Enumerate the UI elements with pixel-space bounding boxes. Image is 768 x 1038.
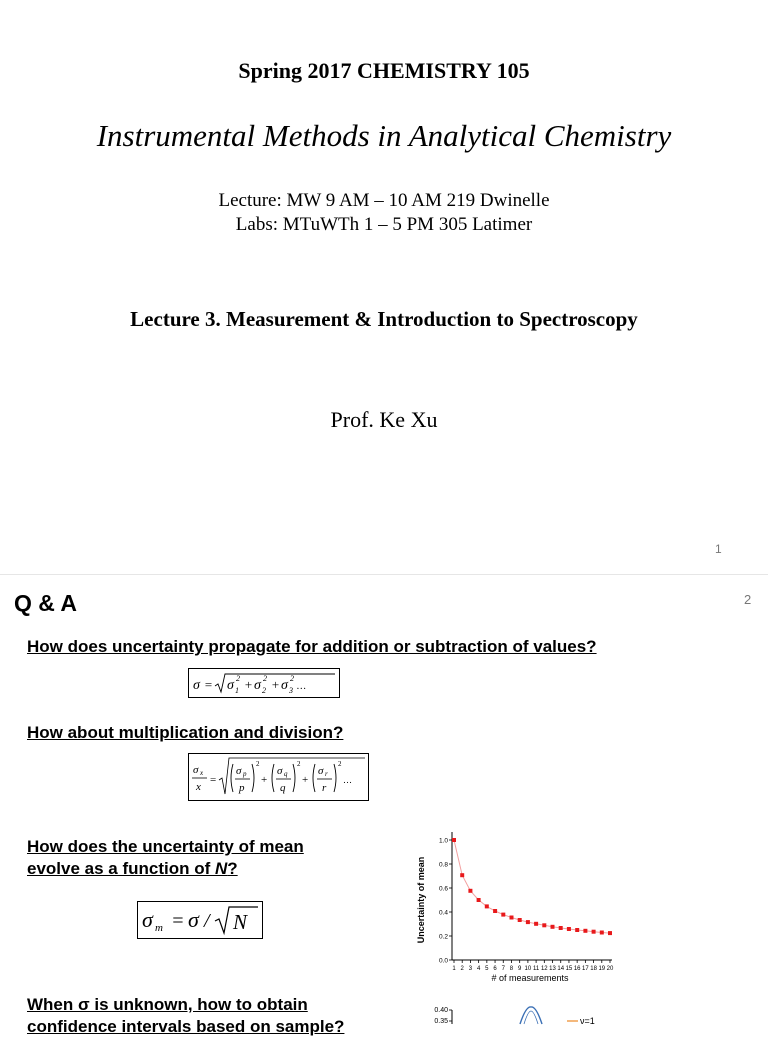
svg-text:=: = <box>204 677 213 692</box>
chart-y-axis-label: Uncertainty of mean <box>416 856 426 944</box>
svg-text:/: / <box>204 910 210 932</box>
x-tick-label: 17 <box>582 966 589 972</box>
svg-text:x: x <box>200 769 204 777</box>
svg-text:σ: σ <box>227 678 234 693</box>
svg-text:m: m <box>155 922 163 934</box>
uncertainty-chart-svg <box>410 826 620 986</box>
data-point <box>608 931 612 935</box>
x-tick-label: 3 <box>468 966 473 972</box>
formula-multiplication <box>188 753 369 801</box>
question-mean-line1: How does the uncertainty of mean <box>27 837 304 856</box>
data-point <box>542 923 546 927</box>
page-divider <box>0 574 768 575</box>
x-tick-label: 20 <box>606 966 614 972</box>
svg-text:2: 2 <box>290 674 294 683</box>
q3-post: ? <box>227 859 238 878</box>
slide-title: Q & A <box>14 590 78 616</box>
x-tick-label: 1 <box>452 966 456 972</box>
svg-text:σ: σ <box>236 765 242 777</box>
data-point <box>575 928 579 932</box>
svg-text:=: = <box>210 774 217 786</box>
x-tick-label: 8 <box>509 966 514 972</box>
x-tick-label: 19 <box>598 966 606 972</box>
svg-text:σ: σ <box>318 765 324 777</box>
svg-text:2: 2 <box>256 760 260 768</box>
x-tick-label: 7 <box>501 966 505 972</box>
svg-text:…: … <box>297 681 306 692</box>
course-title: Spring 2017 CHEMISTRY 105 <box>238 58 530 83</box>
data-point <box>452 838 456 842</box>
svg-text:1: 1 <box>235 686 239 695</box>
data-point <box>551 925 555 929</box>
svg-text:+: + <box>244 677 253 692</box>
y-tick-label: 0.2 <box>438 933 448 941</box>
question-confidence-line2: confidence intervals based on sample? <box>27 1017 345 1036</box>
y-tick-label: 0.8 <box>438 861 448 869</box>
y-tick-label: 0.4 <box>438 909 448 917</box>
question-addition: How does uncertainty propagate for addition or subtraction of values? <box>27 637 597 656</box>
t-curve <box>520 1007 542 1024</box>
t-distribution-chart <box>420 1002 610 1029</box>
x-tick-label: 2 <box>460 966 464 972</box>
data-point <box>510 916 514 920</box>
data-point <box>468 889 472 893</box>
page-number: 1 <box>715 542 722 556</box>
data-point <box>600 931 604 935</box>
svg-text:p: p <box>239 782 245 794</box>
x-tick-label: 6 <box>493 966 497 972</box>
data-point <box>477 898 481 902</box>
x-tick-label: 14 <box>557 966 565 972</box>
y-tick-label: 0.0 <box>438 957 448 965</box>
svg-text:q: q <box>280 782 286 794</box>
question-multiplication: How about multiplication and division? <box>27 723 344 742</box>
course-subtitle: Instrumental Methods in Analytical Chemistry <box>96 118 672 153</box>
formula-mean-graphic <box>138 902 262 938</box>
t-chart-ytick-label: 0.35 <box>434 1018 448 1025</box>
data-point <box>567 927 571 931</box>
svg-text:+: + <box>302 774 309 786</box>
q3-pre: evolve as a function of <box>27 859 215 878</box>
t-curve-inner <box>524 1011 538 1024</box>
question-mean-line2 <box>27 858 238 880</box>
svg-text:x: x <box>196 781 201 793</box>
x-tick-label: 15 <box>565 966 573 972</box>
svg-text:=: = <box>171 910 185 932</box>
data-point <box>460 873 464 877</box>
data-point <box>501 913 505 917</box>
svg-text:σ: σ <box>188 907 199 932</box>
svg-text:σ: σ <box>142 907 153 932</box>
x-tick-label: 18 <box>590 966 597 972</box>
t-legend-label: ν=1 <box>580 1016 595 1026</box>
svg-text:σ: σ <box>193 764 199 776</box>
data-point <box>485 904 489 908</box>
formula-mean <box>137 901 263 939</box>
formula-addition-graphic <box>189 669 339 697</box>
formula-multiplication-graphic <box>189 754 368 800</box>
data-point <box>493 909 497 913</box>
t-chart-ytick-label: 0.40 <box>434 1007 448 1014</box>
svg-text:σ: σ <box>281 678 288 693</box>
x-tick-label: 12 <box>540 966 548 972</box>
svg-text:q: q <box>284 770 288 778</box>
svg-text:r: r <box>325 770 328 778</box>
lecture-title: Lecture 3. Measurement & Introduction to Spectroscopy <box>130 307 638 331</box>
data-point <box>526 920 530 924</box>
svg-text:3: 3 <box>289 686 293 695</box>
labs-schedule: Labs: MTuWTh 1 – 5 PM 305 Latimer <box>235 214 533 235</box>
x-tick-label: 4 <box>476 966 481 972</box>
svg-text:r: r <box>322 782 327 794</box>
y-tick-label: 0.6 <box>438 885 448 893</box>
svg-text:2: 2 <box>338 760 342 768</box>
svg-text:N: N <box>233 910 248 934</box>
svg-text:+: + <box>271 677 280 692</box>
x-tick-label: 16 <box>573 966 581 972</box>
x-tick-label: 13 <box>549 966 556 972</box>
svg-text:σ: σ <box>193 678 200 693</box>
question-confidence-line1: When σ is unknown, how to obtain <box>27 995 308 1014</box>
svg-text:…: … <box>343 775 352 785</box>
chart-x-axis-label: # of measurements <box>491 973 569 983</box>
svg-text:p: p <box>243 770 247 778</box>
data-point <box>592 930 596 934</box>
data-point <box>518 918 522 922</box>
y-tick-label: 1.0 <box>438 837 448 845</box>
x-tick-label: 9 <box>518 966 522 972</box>
t-distribution-chart-svg <box>420 1002 610 1024</box>
formula-addition <box>188 668 340 698</box>
svg-text:2: 2 <box>236 674 240 683</box>
uncertainty-chart <box>410 826 620 991</box>
data-point <box>559 926 563 930</box>
q3-var: N <box>215 859 228 878</box>
svg-text:σ: σ <box>254 678 261 693</box>
chart-fit-line <box>454 840 610 933</box>
svg-text:2: 2 <box>262 686 266 695</box>
x-tick-label: 5 <box>485 966 489 972</box>
svg-text:2: 2 <box>263 674 267 683</box>
lecture-schedule: Lecture: MW 9 AM – 10 AM 219 Dwinelle <box>218 190 550 211</box>
x-tick-label: 11 <box>532 966 540 972</box>
svg-text:2: 2 <box>297 760 301 768</box>
data-point <box>534 922 538 926</box>
professor-name: Prof. Ke Xu <box>330 407 438 432</box>
x-tick-label: 10 <box>524 966 532 972</box>
data-point <box>583 929 587 933</box>
svg-text:+: + <box>261 774 268 786</box>
page-number: 2 <box>744 592 752 607</box>
svg-text:σ: σ <box>277 765 283 777</box>
